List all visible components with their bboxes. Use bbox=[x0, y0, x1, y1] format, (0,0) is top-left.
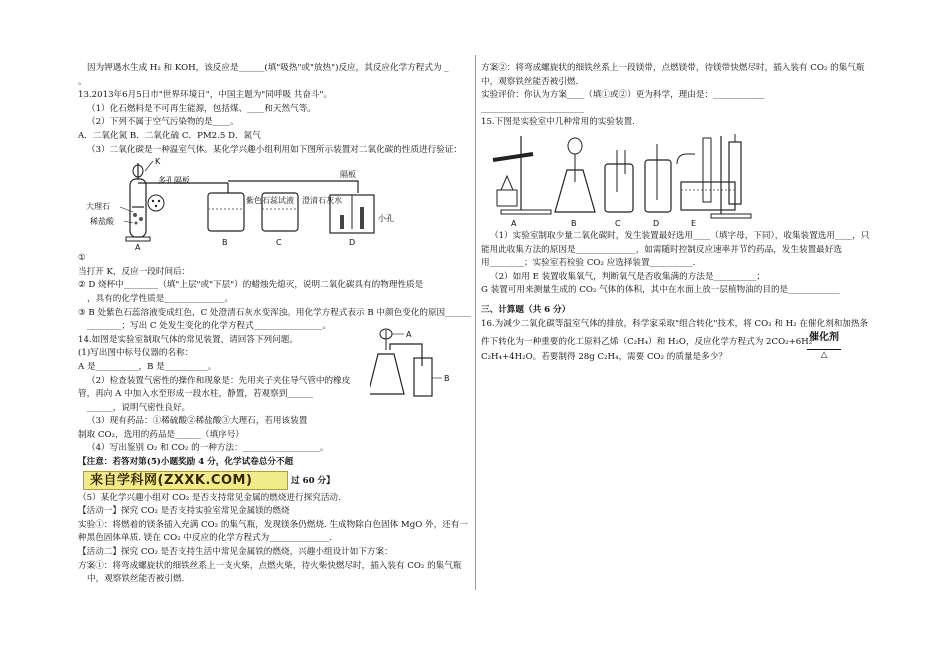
text-line: （2）检查装置气密性的操作和现象是：先用夹子夹住导气管中的橡皮 bbox=[87, 375, 351, 386]
text-line: （2）如用 E 装置收集氧气，判断氧气是否收集满的方法是__________； bbox=[490, 271, 766, 282]
watermark-banner bbox=[78, 471, 471, 491]
watermark-logo: 来自学科网(ZXXK.COM) bbox=[83, 471, 288, 490]
gas-jar-e bbox=[703, 138, 711, 202]
test-tube-a bbox=[493, 154, 533, 160]
text-line: 用________；实验室若检验 CO₂ 应选择装置__________. bbox=[481, 258, 696, 269]
text-line: 实验评价：你认为方案____（填①或②）更为科学，理由是：____________ bbox=[481, 90, 765, 101]
text-line: （1）实验室制取少量二氧化碳时，发生装置最好选用____（填字母，下同），收集装置选用____，只 bbox=[490, 230, 870, 241]
text-line: (1)写出图中标号仪器的名称： bbox=[78, 348, 194, 359]
lab-apparatus-drawing bbox=[481, 130, 871, 230]
catalyst-label: 催化剂 bbox=[807, 327, 841, 350]
alcohol-lamp bbox=[501, 176, 513, 190]
caption-e: E bbox=[691, 218, 697, 228]
text-line: 方案①：将弯成螺旋状的细铁丝系上一支火柴，点燃火柴，待火柴快燃尽时，插入装有 CO₂ 的集气瓶 bbox=[78, 560, 462, 571]
bonus-note-tail: 过 60 分】 bbox=[291, 475, 335, 486]
text-line: ，具有的化学性质是______________。 bbox=[87, 293, 234, 304]
text-line: 中，观察铁丝能否被引燃. bbox=[87, 574, 185, 585]
lab-apparatus-figure bbox=[481, 130, 871, 230]
bonus-note: 【注意：若答对第(5)小题奖励 4 分，化学试卷总分不超 bbox=[78, 457, 294, 468]
text-line: （4）写出鉴别 O₂ 和 CO₂ 的一种方法：__________________。 bbox=[87, 443, 329, 454]
caption-a: A bbox=[135, 243, 141, 253]
gas-apparatus-figure bbox=[370, 326, 460, 404]
question-14-block bbox=[78, 329, 471, 456]
text-line: （1）化石燃料是不可再生能源，包括煤、____和天然气等。 bbox=[87, 103, 316, 114]
text-line: A 是__________，B 是__________。 bbox=[78, 361, 217, 372]
porous-plate-icon bbox=[148, 195, 164, 211]
caption-b: B bbox=[222, 238, 228, 248]
text-line: ③ B 处紫色石蕊溶液变成红色，C 处澄清石灰水变浑浊。用化学方程式表示 B 中颜色变化的原因______ bbox=[78, 307, 471, 318]
text-line: ② D 烧杯中________（填"上层"或"下层"）的蜡烛先熄灭，说明二氧化碳具有的物理性质是 bbox=[78, 280, 424, 291]
separatory-funnel bbox=[568, 138, 582, 154]
text-line: ① bbox=[78, 253, 86, 264]
caption-d: D bbox=[653, 218, 660, 228]
label-small-hole: 小孔 bbox=[378, 214, 394, 224]
text-line: 方案②：将弯成螺旋状的细铁丝系上一段镁带，点燃镁带，待镁带快燃尽时，插入装有 CO₂ 的集气瓶 bbox=[481, 63, 865, 73]
collecting-bottle-b bbox=[414, 358, 432, 396]
text-line: ________；写出 C 处发生变化的化学方程式________________。 bbox=[87, 321, 332, 332]
label-b: B bbox=[444, 373, 450, 383]
bottle-d bbox=[645, 160, 671, 212]
text-line: （2）下列不属于空气污染物的是____。 bbox=[87, 117, 239, 128]
text-line: 【活动二】探究 CO₂ 是否支持生活中常见金属铁的燃烧，兴趣小组设计如下方案： bbox=[78, 547, 393, 558]
column-divider bbox=[475, 55, 476, 590]
question-15-title: 15.下图是实验室中几种常用的实验装置. bbox=[481, 117, 635, 128]
caption-d: D bbox=[349, 238, 356, 248]
label-limewater: 澄清石灰水 bbox=[302, 196, 342, 206]
co2-apparatus-figure bbox=[78, 157, 471, 252]
text-line: 中，观察铁丝能否被引燃. bbox=[481, 76, 579, 87]
question-13-title: 13.2013年6月5日市"世界环境日"，中国主题为"同呼吸 共奋斗"。 bbox=[78, 90, 333, 101]
label-marble: 大理石 bbox=[86, 202, 110, 212]
water-trough bbox=[681, 182, 735, 210]
bottle-c bbox=[605, 164, 633, 212]
conical-flask bbox=[370, 354, 404, 394]
label-hydrochloric-acid: 稀盐酸 bbox=[90, 217, 114, 227]
section-3-heading: 三、计算题（共 6 分） bbox=[481, 304, 571, 315]
label-litmus: 紫色石蕊试液 bbox=[246, 196, 294, 206]
text-line: 实验①：将燃着的镁条插入充满 CO₂ 的集气瓶，发现镁条仍燃烧. 生成物除白色固体 MgO 外，还有一 bbox=[78, 519, 468, 530]
caption-c: C bbox=[276, 238, 282, 248]
co2-apparatus-drawing bbox=[78, 157, 468, 252]
label-porous-plate: 多孔隔板 bbox=[158, 176, 190, 186]
text-line: ______，说明气密性良好。 bbox=[87, 402, 191, 413]
bottle-b bbox=[208, 193, 244, 231]
question-16-line: 16.为减少二氧化碳等温室气体的排放，科学家采取"组合转化"技术，将 CO₂ 和 H₂ 在催化剂和加热条 bbox=[481, 318, 869, 329]
text-line: 。 bbox=[78, 76, 87, 87]
text-line: 种黑色固体单质. 镁在 CO₂ 中反应的化学方程式为______________. bbox=[78, 533, 333, 544]
caption-c: C bbox=[615, 218, 621, 228]
label-a: A bbox=[406, 329, 412, 339]
choices-line: A．二氧化氮 B．二氧化硫 C．PM2.5 D．氮气 bbox=[78, 130, 261, 141]
text-line: 因为钾遇水生成 H₂ 和 KOH，该反应是______(填"吸热"或"放热")反应，其反应化学方程式为 _ bbox=[87, 63, 449, 73]
text-line: ________________________ bbox=[481, 103, 585, 114]
text-line: 制取 CO₂，选用的药品是______（填序号） bbox=[78, 429, 244, 440]
question-14-title: 14.如图是实验室制取气体的常见装置，请回答下列问题。 bbox=[78, 334, 298, 345]
text-line: （3）二氧化碳是一种温室气体。某化学兴趣小组利用如下图所示装置对二氧化碳的性质进行验证： bbox=[87, 144, 463, 155]
test-tube-a bbox=[130, 179, 146, 237]
question-16-line: C₂H₄+4H₂O。若要制得 28g C₂H₄，需要 CO₂ 的质量是多少？ bbox=[481, 352, 727, 363]
text-line: 【活动一】探究 CO₂ 是否支持实验室常见金属镁的燃烧 bbox=[78, 506, 290, 517]
right-column bbox=[481, 62, 871, 365]
reaction-condition bbox=[807, 327, 841, 360]
text-line: 能用此收集方法的原因是______________，如需随时控制反应速率并节约药品，发生装置最好选 bbox=[481, 244, 842, 255]
left-column bbox=[78, 62, 471, 587]
text-line: 管，再向 A 中加入水至形成一段水柱，静置，若观察到______ bbox=[78, 389, 314, 400]
text-line: （5）某化学兴趣小组对 CO₂ 是否支持常见金属的燃烧进行探究活动. bbox=[78, 492, 341, 503]
text-line: 当打开 K，反应一段时间后： bbox=[78, 266, 191, 277]
label-partition: 隔板 bbox=[340, 170, 356, 180]
text-line: G 装置可用来测量生成的 CO₂ 气体的体积，其中在水面上放一层植物油的目的是____________ bbox=[481, 285, 840, 296]
label-k: K bbox=[155, 157, 161, 167]
text-line: （3）现有药品：①稀硫酸②稀盐酸③大理石，若用该装置 bbox=[87, 416, 308, 427]
caption-b: B bbox=[571, 218, 577, 228]
question-16-text: 件下转化为一种重要的化工原料乙烯（C₂H₄）和 H₂O，反应化学方程式为 2CO₂+6H₂ bbox=[481, 337, 813, 348]
caption-a: A bbox=[511, 218, 517, 228]
heat-symbol: △ bbox=[820, 350, 828, 361]
